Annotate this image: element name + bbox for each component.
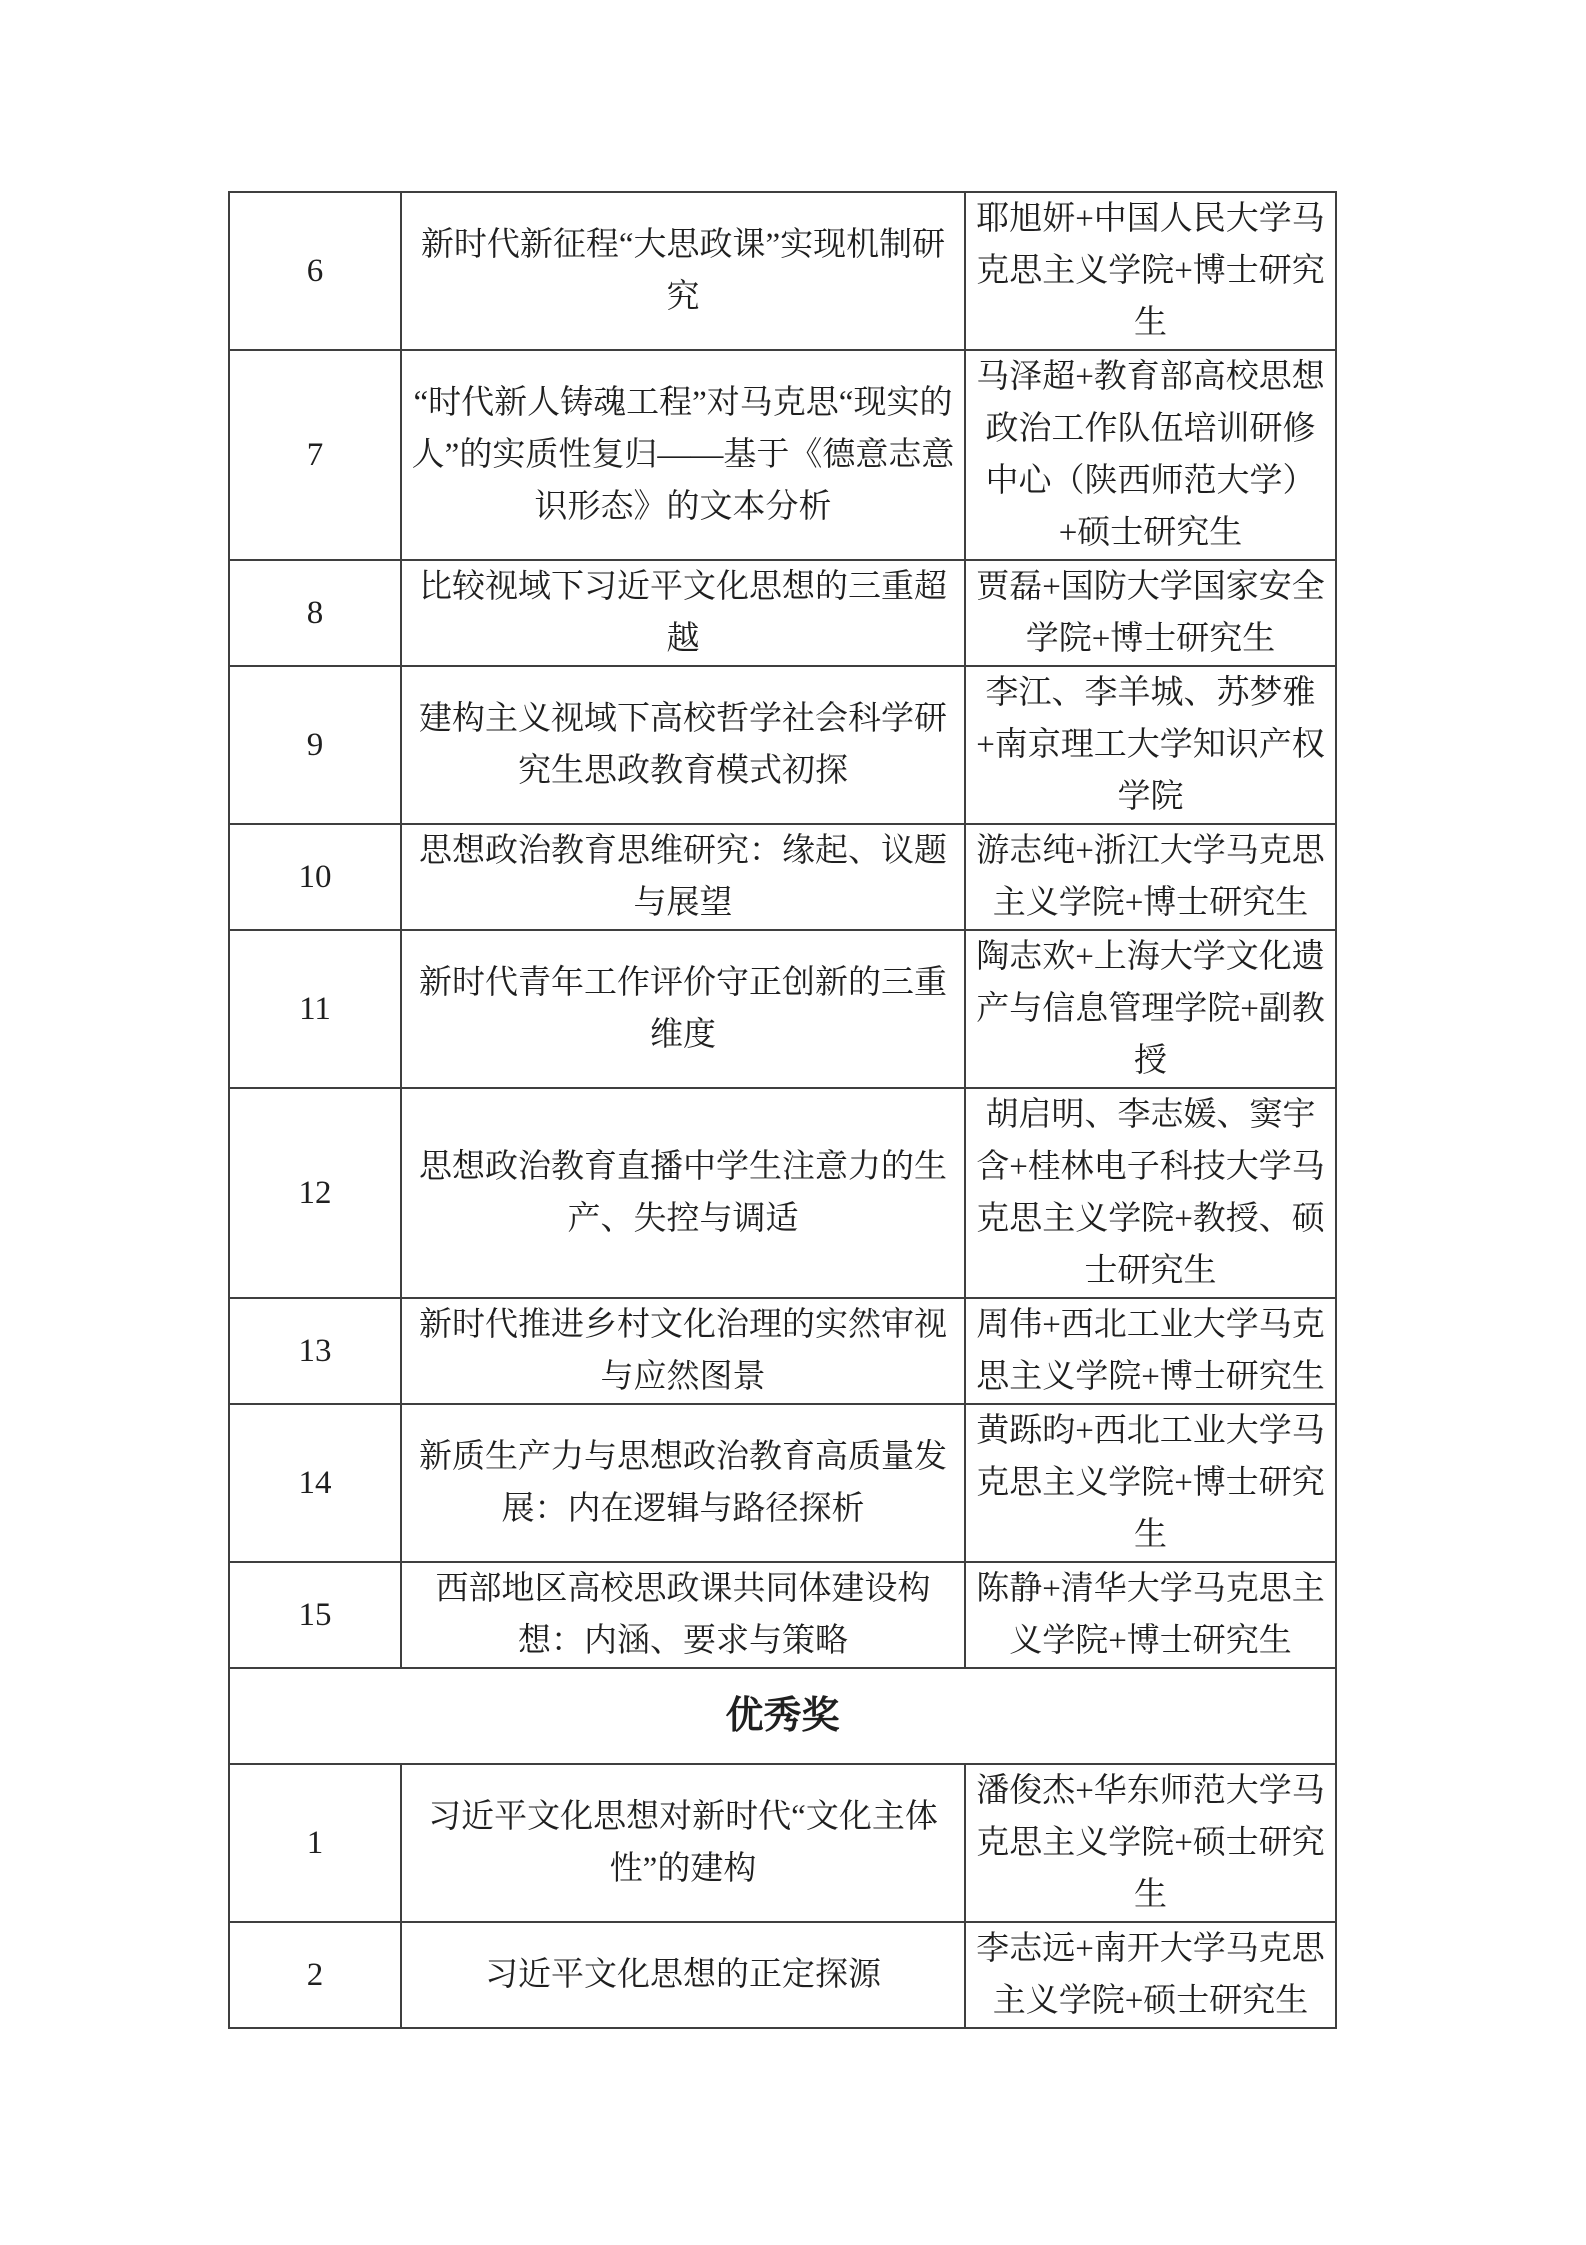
row-number: 1 — [229, 1764, 401, 1922]
author-affiliation: 周伟+西北工业大学马克思主义学院+博士研究生 — [965, 1298, 1336, 1404]
paper-title: 比较视域下习近平文化思想的三重超越 — [401, 560, 965, 666]
author-affiliation: 胡启明、李志媛、窦宇含+桂林电子科技大学马克思主义学院+教授、硕士研究生 — [965, 1088, 1336, 1298]
author-affiliation: 李志远+南开大学马克思主义学院+硕士研究生 — [965, 1922, 1336, 2028]
table-section-row — [229, 1668, 1336, 1764]
paper-title: 思想政治教育直播中学生注意力的生产、失控与调适 — [401, 1088, 965, 1298]
table-row — [229, 192, 1336, 350]
paper-title: 习近平文化思想的正定探源 — [401, 1922, 965, 2028]
row-number: 9 — [229, 666, 401, 824]
author-affiliation: 黄跞昀+西北工业大学马克思主义学院+博士研究生 — [965, 1404, 1336, 1562]
paper-title: 新时代推进乡村文化治理的实然审视与应然图景 — [401, 1298, 965, 1404]
awards-table — [228, 191, 1337, 2029]
table-row — [229, 350, 1336, 560]
author-affiliation: 马泽超+教育部高校思想政治工作队伍培训研修中心（陕西师范大学）+硕士研究生 — [965, 350, 1336, 560]
table-row — [229, 1088, 1336, 1298]
row-number: 8 — [229, 560, 401, 666]
paper-title: 新时代青年工作评价守正创新的三重维度 — [401, 930, 965, 1088]
author-affiliation: 李江、李羊城、苏梦雅+南京理工大学知识产权学院 — [965, 666, 1336, 824]
author-affiliation: 贾磊+国防大学国家安全学院+博士研究生 — [965, 560, 1336, 666]
row-number: 13 — [229, 1298, 401, 1404]
table-row — [229, 560, 1336, 666]
table-row — [229, 824, 1336, 930]
row-number: 7 — [229, 350, 401, 560]
table-row — [229, 1562, 1336, 1668]
row-number: 15 — [229, 1562, 401, 1668]
table-row — [229, 1922, 1336, 2028]
paper-title: 思想政治教育思维研究：缘起、议题与展望 — [401, 824, 965, 930]
row-number: 6 — [229, 192, 401, 350]
paper-title: 习近平文化思想对新时代“文化主体性”的建构 — [401, 1764, 965, 1922]
paper-title: 新时代新征程“大思政课”实现机制研究 — [401, 192, 965, 350]
table-row — [229, 666, 1336, 824]
row-number: 12 — [229, 1088, 401, 1298]
author-affiliation: 陈静+清华大学马克思主义学院+博士研究生 — [965, 1562, 1336, 1668]
row-number: 2 — [229, 1922, 401, 2028]
table-row — [229, 1764, 1336, 1922]
section-header-excellence-award: 优秀奖 — [229, 1668, 1336, 1764]
author-affiliation: 潘俊杰+华东师范大学马克思主义学院+硕士研究生 — [965, 1764, 1336, 1922]
row-number: 10 — [229, 824, 401, 930]
row-number: 11 — [229, 930, 401, 1088]
paper-title: 建构主义视域下高校哲学社会科学研究生思政教育模式初探 — [401, 666, 965, 824]
table-row — [229, 1298, 1336, 1404]
row-number: 14 — [229, 1404, 401, 1562]
paper-title: 西部地区高校思政课共同体建设构想：内涵、要求与策略 — [401, 1562, 965, 1668]
author-affiliation: 陶志欢+上海大学文化遗产与信息管理学院+副教授 — [965, 930, 1336, 1088]
paper-title: 新质生产力与思想政治教育高质量发展：内在逻辑与路径探析 — [401, 1404, 965, 1562]
table-row — [229, 930, 1336, 1088]
author-affiliation: 耶旭妍+中国人民大学马克思主义学院+博士研究生 — [965, 192, 1336, 350]
paper-title: “时代新人铸魂工程”对马克思“现实的人”的实质性复归——基于《德意志意识形态》的文本分析 — [401, 350, 965, 560]
table-row — [229, 1404, 1336, 1562]
author-affiliation: 游志纯+浙江大学马克思主义学院+博士研究生 — [965, 824, 1336, 930]
